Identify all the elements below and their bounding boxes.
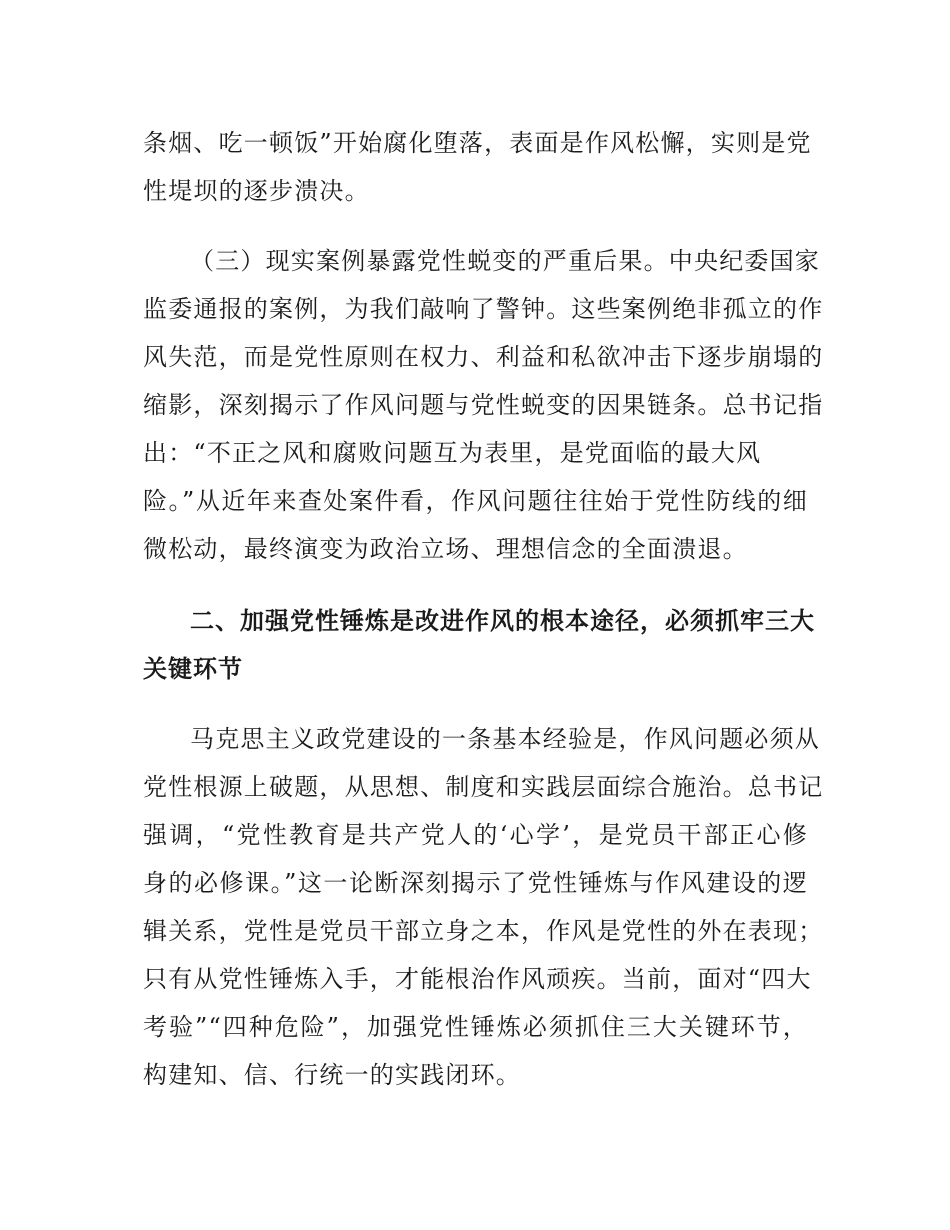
paragraph-line: 条烟、吃一顿饭”开始腐化堕落，表面是作风松懈，实则是党: [143, 129, 812, 157]
paragraph-line: （三）现实案例暴露党性蜕变的严重后果。中央纪委国家: [190, 247, 820, 275]
paragraph-line: 微松动，最终演变为政治立场、理想信念的全面溃退。: [143, 535, 748, 563]
section-heading: 二、加强党性锤炼是改进作风的根本途径，必须抓牢三大: [190, 607, 815, 635]
paragraph-line: 风失范，而是党性原则在权力、利益和私欲冲击下逐步崩塌的: [143, 343, 824, 371]
paragraph-line: 身的必修课。”这一论断深刻揭示了党性锤炼与作风建设的逻: [143, 869, 808, 897]
paragraph-line: 监委通报的案例，为我们敲响了警钟。这些案例绝非孤立的作: [143, 295, 824, 323]
paragraph-line: 辑关系，党性是党员干部立身之本，作风是党性的外在表现；: [143, 917, 824, 945]
paragraph-line: 缩影，深刻揭示了作风问题与党性蜕变的因果链条。总书记指: [143, 391, 824, 419]
paragraph-line: 只有从党性锤炼入手，才能根治作风顽疾。当前，面对“四大: [143, 965, 812, 993]
paragraph-line: 党性根源上破题，从思想、制度和实践层面综合施治。总书记: [143, 773, 824, 801]
paragraph-line: 强调，“党性教育是共产党人的‘心学’，是党员干部正心修: [143, 821, 808, 849]
section-heading: 关键环节: [143, 655, 243, 683]
paragraph-line: 险。”从近年来查处案件看，作风问题往往始于党性防线的细: [143, 487, 808, 515]
paragraph-line: 出：“不正之风和腐败问题互为表里，是党面临的最大风: [143, 439, 762, 467]
paragraph-line: 性堤坝的逐步溃决。: [143, 177, 370, 205]
paragraph-line: 考验”“四种危险”，加强党性锤炼必须抓住三大关键环节，: [143, 1013, 808, 1041]
paragraph-line: 马克思主义政党建设的一条基本经验是，作风问题必须从: [190, 725, 820, 753]
paragraph-line: 构建知、信、行统一的实践闭环。: [143, 1061, 521, 1089]
